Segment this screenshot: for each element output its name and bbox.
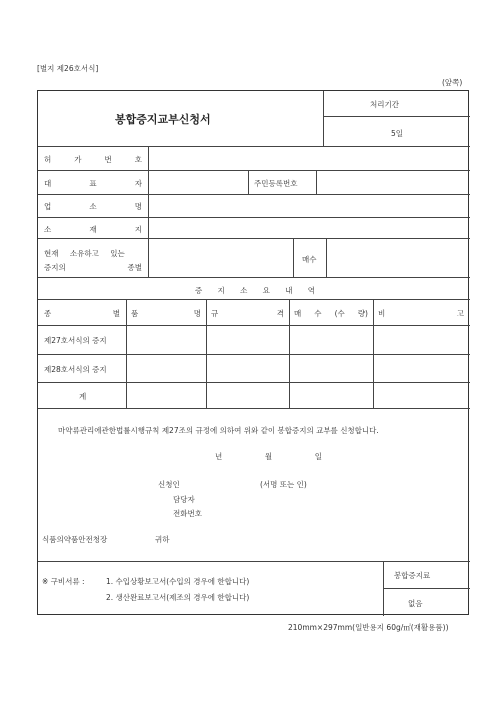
divider — [38, 354, 470, 355]
form-number: [별지 제26호서식] — [37, 64, 99, 73]
application-form — [37, 90, 469, 615]
applicant-label: 신청인 — [158, 480, 180, 489]
required-doc-2: 2. 생산완료보고서(제조의 경우에 한합니다) — [106, 593, 250, 602]
fee-label: 봉합증지료 — [394, 571, 431, 580]
row-form27: 제27호서식의 증지 — [44, 336, 107, 345]
column-spec: 규 격 — [211, 309, 284, 318]
divider — [38, 238, 470, 239]
divider — [38, 408, 470, 409]
required-docs-label: ※ 구비서류 : — [42, 577, 85, 586]
business-name-label: 업 소 명 — [44, 202, 142, 211]
row-form28: 제28호서식의 증지 — [44, 365, 107, 374]
current-holding-label: 현재 소유하고 있는 — [44, 249, 125, 258]
divider — [373, 299, 374, 408]
divider — [126, 299, 127, 408]
declaration-text: 마약류관리에관한법률시행규칙 제27조의 규정에 의하여 위와 같이 봉합증지의 교부를 신청합니다. — [58, 426, 379, 435]
required-doc-1: 1. 수입상황보고서(수입의 경우에 한합니다) — [106, 577, 250, 586]
column-type: 종 별 — [44, 309, 120, 318]
signature-label: (서명 또는 인) — [260, 480, 307, 489]
divider — [38, 146, 470, 147]
divider — [38, 299, 470, 300]
resident-number-label: 주민등록번호 — [254, 179, 298, 188]
stamp-type-label: 증지의 종별 — [44, 263, 142, 272]
divider — [38, 217, 470, 218]
row-total: 계 — [79, 392, 87, 401]
phone-label: 전화번호 — [173, 509, 202, 518]
date-line: 년 월 일 — [215, 452, 322, 461]
divider — [326, 238, 327, 277]
processing-period-value: 5일 — [391, 129, 404, 138]
permit-number-label: 허 가 번 호 — [44, 155, 142, 164]
fee-value: 없음 — [408, 599, 423, 608]
divider — [38, 170, 470, 171]
divider — [383, 561, 384, 616]
divider — [323, 91, 324, 146]
addressee-suffix: 귀하 — [155, 535, 170, 544]
divider — [38, 382, 470, 383]
divider — [323, 116, 470, 117]
divider — [206, 299, 207, 408]
divider — [316, 170, 317, 194]
divider — [38, 561, 470, 562]
divider — [383, 588, 470, 589]
location-label: 소 재 지 — [44, 225, 142, 234]
sheets-label: 매수 — [302, 255, 317, 264]
section-title: 증 지 소 요 내 역 — [195, 286, 315, 295]
divider — [289, 299, 290, 408]
divider — [293, 238, 294, 277]
person-in-charge-label: 담당자 — [173, 495, 195, 504]
form-title: 봉합증지교부신청서 — [115, 113, 211, 126]
representative-label: 대 표 자 — [44, 179, 142, 188]
divider — [38, 277, 470, 278]
divider — [148, 146, 149, 277]
divider — [38, 194, 470, 195]
addressee: 식품의약품안전청장 — [42, 535, 108, 544]
paper-spec: 210mm×297mm(일반용지 60g/㎡(재활용품)) — [288, 623, 449, 632]
divider — [38, 325, 470, 326]
divider — [248, 170, 249, 194]
column-note: 비 고 — [378, 309, 464, 318]
page-side-label: (앞쪽) — [442, 78, 463, 87]
column-item: 품 명 — [131, 309, 201, 318]
column-quantity: 매 수 (수 량) — [294, 309, 368, 318]
processing-period-label: 처리기간 — [370, 100, 399, 109]
